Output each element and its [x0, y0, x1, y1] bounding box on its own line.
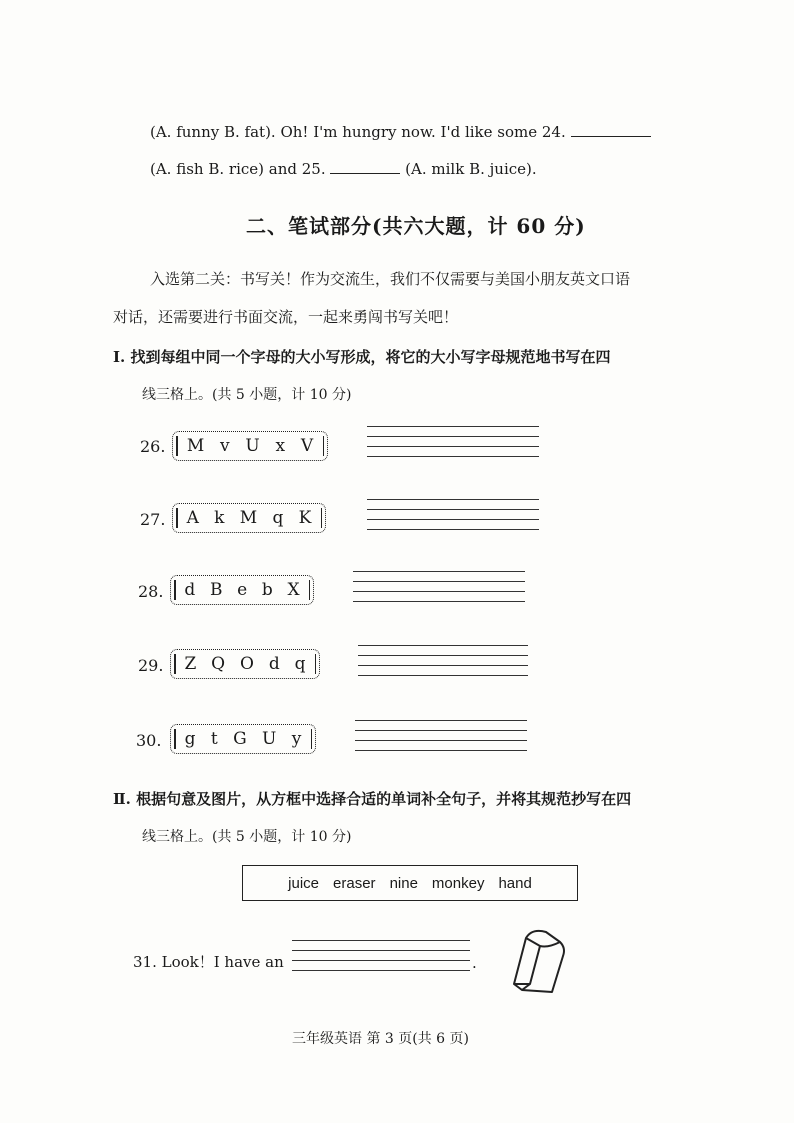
q29-letter-4: d	[268, 654, 280, 674]
q30-number: 30.	[136, 731, 162, 750]
q29-number: 29.	[138, 656, 164, 675]
word-bank-item: nine	[389, 874, 418, 892]
q30-letter-4: U	[262, 729, 277, 749]
q26-letter-1: M	[186, 436, 205, 456]
part2-heading: Ⅱ. 根据句意及图片，从方框中选择合适的单词补全句子，并将其规范抄写在四	[113, 790, 632, 808]
text-line-2-end: (A. milk B. juice).	[405, 160, 537, 178]
q29-four-lines[interactable]	[358, 645, 528, 677]
q30-letter-1: g	[184, 729, 196, 749]
text-line-1	[150, 123, 651, 141]
q31-period: .	[472, 954, 477, 972]
q27-letter-1: A	[186, 508, 199, 528]
q26-letter-4: x	[275, 436, 286, 456]
q30-four-lines[interactable]	[355, 720, 527, 752]
part1-sub: 线三格上。(共 5 小题，计 10 分)	[142, 387, 352, 403]
q28-letter-box	[170, 575, 314, 605]
word-bank-item: eraser	[333, 874, 376, 892]
q30-letter-box	[170, 724, 316, 754]
word-bank-item: juice	[288, 874, 320, 892]
q30-letter-3: G	[233, 729, 247, 749]
intro-line-2: 对话，还需要进行书面交流，一起来勇闯书写关吧！	[113, 308, 459, 326]
q28-letter-2: B	[209, 580, 223, 600]
q26-letter-box	[172, 431, 328, 461]
q26-letter-5: V	[300, 436, 314, 456]
q28-letter-3: e	[237, 580, 248, 600]
q31-four-lines[interactable]	[292, 940, 470, 972]
word-bank-box	[242, 865, 578, 901]
q29-letter-1: Z	[184, 654, 197, 674]
section-title: 二、笔试部分(共六大题，计 60 分)	[246, 214, 586, 238]
q27-number: 27.	[140, 510, 166, 529]
q27-four-lines[interactable]	[367, 499, 539, 531]
q26-letter-3: U	[245, 436, 260, 456]
part2-sub: 线三格上。(共 5 小题，计 10 分)	[142, 829, 352, 845]
q28-letter-1: d	[184, 580, 196, 600]
q26-number: 26.	[140, 437, 166, 456]
q27-letter-2: k	[214, 508, 225, 528]
q27-letter-3: M	[239, 508, 258, 528]
q26-letter-2: v	[220, 436, 230, 456]
q30-letter-2: t	[210, 729, 218, 749]
q29-letter-5: q	[294, 654, 306, 674]
q26-four-lines[interactable]	[367, 426, 539, 458]
text-line-2-content: (A. fish B. rice) and 25.	[150, 160, 326, 178]
q29-letter-2: Q	[211, 654, 226, 674]
page-footer: 三年级英语 第 3 页(共 6 页)	[292, 1031, 469, 1047]
q27-letter-4: q	[272, 508, 284, 528]
word-bank-item: monkey	[431, 874, 485, 892]
q28-number: 28.	[138, 582, 164, 601]
q28-letter-4: b	[261, 580, 273, 600]
text-line-2	[150, 160, 537, 178]
word-bank-item: hand	[498, 874, 532, 892]
intro-line-1: 入选第二关：书写关！作为交流生，我们不仅需要与美国小朋友英文口语	[150, 270, 631, 288]
blank-25	[330, 172, 400, 174]
q28-letter-5: X	[287, 580, 300, 600]
q31-text: 31. Look！I have an	[133, 953, 284, 971]
text-line-1-content: (A. funny B. fat). Oh! I'm hungry now. I'd like some 24.	[150, 123, 566, 141]
q29-letter-3: O	[240, 654, 254, 674]
q27-letter-box	[172, 503, 326, 533]
q29-letter-box	[170, 649, 320, 679]
blank-24	[571, 135, 651, 137]
q28-four-lines[interactable]	[353, 571, 525, 603]
q27-letter-5: K	[298, 508, 312, 528]
part1-heading: Ⅰ. 找到每组中同一个字母的大小写形成，将它的大小写字母规范地书写在四	[113, 348, 611, 366]
q30-letter-5: y	[291, 729, 302, 749]
eraser-icon	[508, 924, 570, 996]
